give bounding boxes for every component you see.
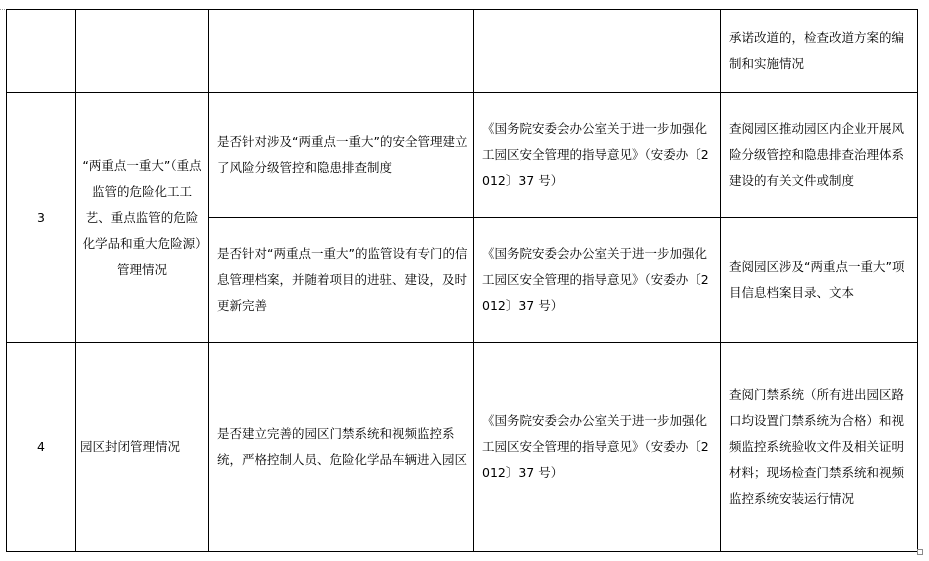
method-text: 查阅园区涉及“两重点一重大”项目信息档案目录、文本 [729, 259, 905, 300]
table-row [7, 343, 918, 552]
basis-text: 《国务院安委会办公室关于进一步加强化工园区安全管理的指导意见》（安委办〔2012〕37 号） [482, 246, 709, 313]
number-cell [7, 343, 76, 552]
basis-cell [474, 218, 721, 343]
table-row [7, 93, 918, 218]
question-text: 是否针对涉及“两重点一重大”的安全管理建立了风险分级管控和隐患排查制度 [217, 134, 468, 175]
item-cell [76, 10, 209, 93]
number-cell [7, 93, 76, 343]
method-cell [721, 218, 918, 343]
item-text: “两重点一重大”（重点监管的危险化工工艺、重点监管的危险化学品和重大危险源）管理情况 [82, 157, 202, 277]
page-corner-mark [917, 549, 923, 555]
table-row [7, 10, 918, 93]
question-cell [209, 218, 474, 343]
method-cell [721, 93, 918, 218]
basis-text: 《国务院安委会办公室关于进一步加强化工园区安全管理的指导意见》（安委办〔2012〕37 号） [482, 413, 709, 480]
method-text: 查阅园区推动园区内企业开展风险分级管控和隐患排查治理体系建设的有关文件或制度 [729, 121, 905, 188]
basis-cell [474, 93, 721, 218]
basis-cell [474, 343, 721, 552]
item-cell [76, 93, 209, 343]
method-text: 查阅门禁系统（所有进出园区路口均设置门禁系统为合格）和视频监控系统验收文件及相关证明材料；现场检查门禁系统和视频监控系统安装运行情况 [729, 387, 905, 506]
method-cell [721, 10, 918, 93]
item-cell [76, 343, 209, 552]
method-cell [721, 343, 918, 552]
question-cell [209, 93, 474, 218]
basis-text: 《国务院安委会办公室关于进一步加强化工园区安全管理的指导意见》（安委办〔2012〕37 号） [482, 121, 709, 188]
method-text: 承诺改道的，检查改道方案的编制和实施情况 [729, 30, 905, 71]
question-text: 是否建立完善的园区门禁系统和视频监控系统，严格控制人员、危险化学品车辆进入园区 [217, 426, 468, 467]
row-number: 3 [37, 209, 45, 225]
question-text: 是否针对“两重点一重大”的监管设有专门的信息管理档案，并随着项目的进驻、建设，及时更新完善 [217, 246, 468, 313]
question-cell [209, 10, 474, 93]
row-number: 4 [37, 439, 45, 454]
inspection-table [6, 9, 918, 552]
number-cell [7, 10, 76, 93]
basis-cell [474, 10, 721, 93]
item-text: 园区封闭管理情况 [80, 439, 181, 454]
question-cell [209, 343, 474, 552]
